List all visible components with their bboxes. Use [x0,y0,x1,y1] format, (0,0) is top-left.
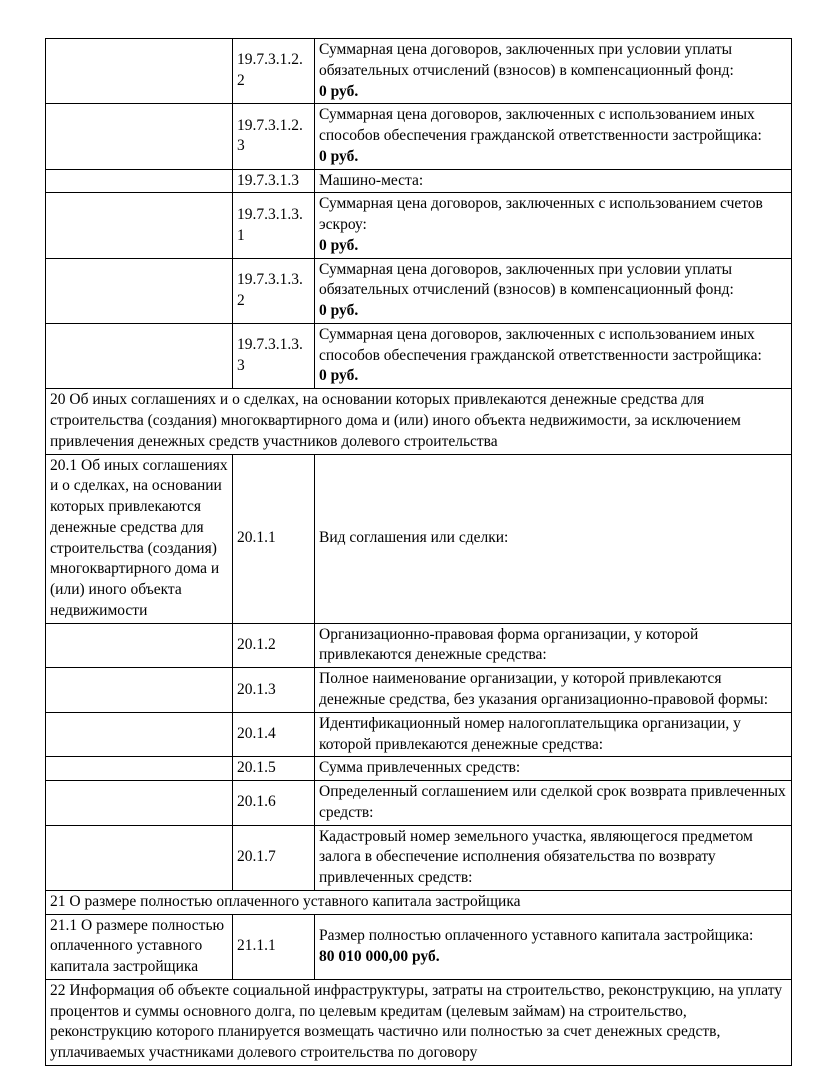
row-label [46,668,233,713]
row-code: 19.7.3.1.2.3 [233,104,315,169]
row-label: 20.1 Об иных соглашениях и о сделках, на основании которых привлекаются денежные средства для строительства (создания) многоквартирного дома и (или) иного объекта недвижимости [46,454,233,623]
row-description-text: Суммарная цена договоров, заключенных с использованием счетов эскроу: [319,195,763,234]
row-description [315,258,792,323]
row-label [46,757,233,781]
row-label [46,781,233,826]
row-label [46,712,233,757]
row-code: 20.1.3 [233,668,315,713]
row-value: 0 руб. [319,236,359,254]
row-description-text: Размер полностью оплаченного уставного капитала застройщика: [319,927,754,944]
row-description-text: Кадастровый номер земельного участка, являющегося предметом залога в обеспечение исполнения обязательства по возврату привлеченных средств: [319,827,753,887]
row-description-text: Суммарная цена договоров, заключенных с использованием иных способов обеспечения гражданской ответственности застройщика: [319,106,762,145]
section-title: 21 О размере полностью оплаченного уставного капитала застройщика [46,890,792,914]
row-code: 20.1.7 [233,825,315,890]
row-label [46,104,233,169]
section-title: 22 Информация об объекте социальной инфраструктуры, затраты на строительство, реконструкцию, на уплату процентов и суммы основного долга, по целевым кредитам (целевым займам) на строительство, реконструкцию которого планируется возмещать частично или полностью за счет денежных средств, уплачиваемых участниками долевого строительства по договору [46,979,792,1065]
row-label [46,39,233,104]
table-row [46,623,792,668]
row-description [315,781,792,826]
section-row [46,979,792,1065]
row-value: 0 руб. [319,367,359,385]
row-label: 21.1 О размере полностью оплаченного уставного капитала застройщика [46,914,233,979]
row-description-text: Организационно-правовая форма организации, у которой привлекаются денежные средства: [319,625,699,664]
row-description [315,712,792,757]
row-description [315,668,792,713]
row-description-text: Сумма привлеченных средств: [319,759,521,777]
table-row [46,258,792,323]
row-code: 20.1.2 [233,623,315,668]
row-value: 0 руб. [319,147,359,165]
table-row [46,193,792,258]
row-description-text: Суммарная цена договоров, заключенных с использованием иных способов обеспечения гражданской ответственности застройщика: [319,325,762,364]
row-description [315,39,792,104]
row-code: 19.7.3.1.3 [233,169,315,193]
row-description [315,757,792,781]
table-row [46,825,792,890]
table-row [46,781,792,826]
row-description [315,454,792,623]
row-description-text: Полное наименование организации, у которой привлекаются денежные средства, без указания организационно-правовой формы: [319,670,769,708]
row-label [46,258,233,323]
row-description-text: Идентификационный номер налогоплательщика организации, у которой привлекаются денежные средства: [319,714,741,753]
table-row [46,104,792,169]
table-row [46,757,792,781]
row-code: 21.1.1 [233,914,315,979]
row-description-text: Вид соглашения или сделки: [319,529,509,547]
row-description-text: Определенный соглашением или сделкой срок возврата привлеченных средств: [319,783,786,821]
row-label [46,623,233,668]
row-label [46,169,233,193]
row-value: 0 руб. [319,82,359,100]
row-description [315,193,792,258]
row-code: 19.7.3.1.2.2 [233,39,315,104]
row-code: 20.1.5 [233,757,315,781]
row-description-text: Суммарная цена договоров, заключенных при условии уплаты обязательных отчислений (взносов) в компенсационный фонд: [319,260,734,299]
table-row [46,712,792,757]
table-row [46,668,792,713]
row-code: 19.7.3.1.3.1 [233,193,315,258]
table-row [46,454,792,623]
table-row [46,39,792,104]
row-value: 80 010 000,00 руб. [319,947,440,965]
section-row [46,389,792,454]
table-row [46,323,792,388]
table-row [46,169,792,193]
table-row [46,914,792,979]
section-row [46,890,792,914]
row-label [46,825,233,890]
row-code: 20.1.1 [233,454,315,623]
row-description [315,323,792,388]
section-title: 20 Об иных соглашениях и о сделках, на основании которых привлекаются денежные средства для строительства (создания) многоквартирного дома и (или) иного объекта недвижимости, за исключением привлечения денежных средств участников долевого строительства [46,389,792,454]
row-description [315,169,792,193]
row-value: 0 руб. [319,302,359,320]
row-description-text: Суммарная цена договоров, заключенных при условии уплаты обязательных отчислений (взносов) в компенсационный фонд: [319,41,734,79]
row-description [315,104,792,169]
row-code: 20.1.4 [233,712,315,757]
row-code: 19.7.3.1.3.3 [233,323,315,388]
row-label [46,323,233,388]
row-code: 19.7.3.1.3.2 [233,258,315,323]
row-label [46,193,233,258]
row-description-text: Машино-места: [319,171,424,189]
row-description [315,623,792,668]
row-code: 20.1.6 [233,781,315,826]
row-description [315,914,792,979]
row-description [315,825,792,890]
declaration-table-body [46,39,792,1066]
declaration-table [45,38,792,1066]
